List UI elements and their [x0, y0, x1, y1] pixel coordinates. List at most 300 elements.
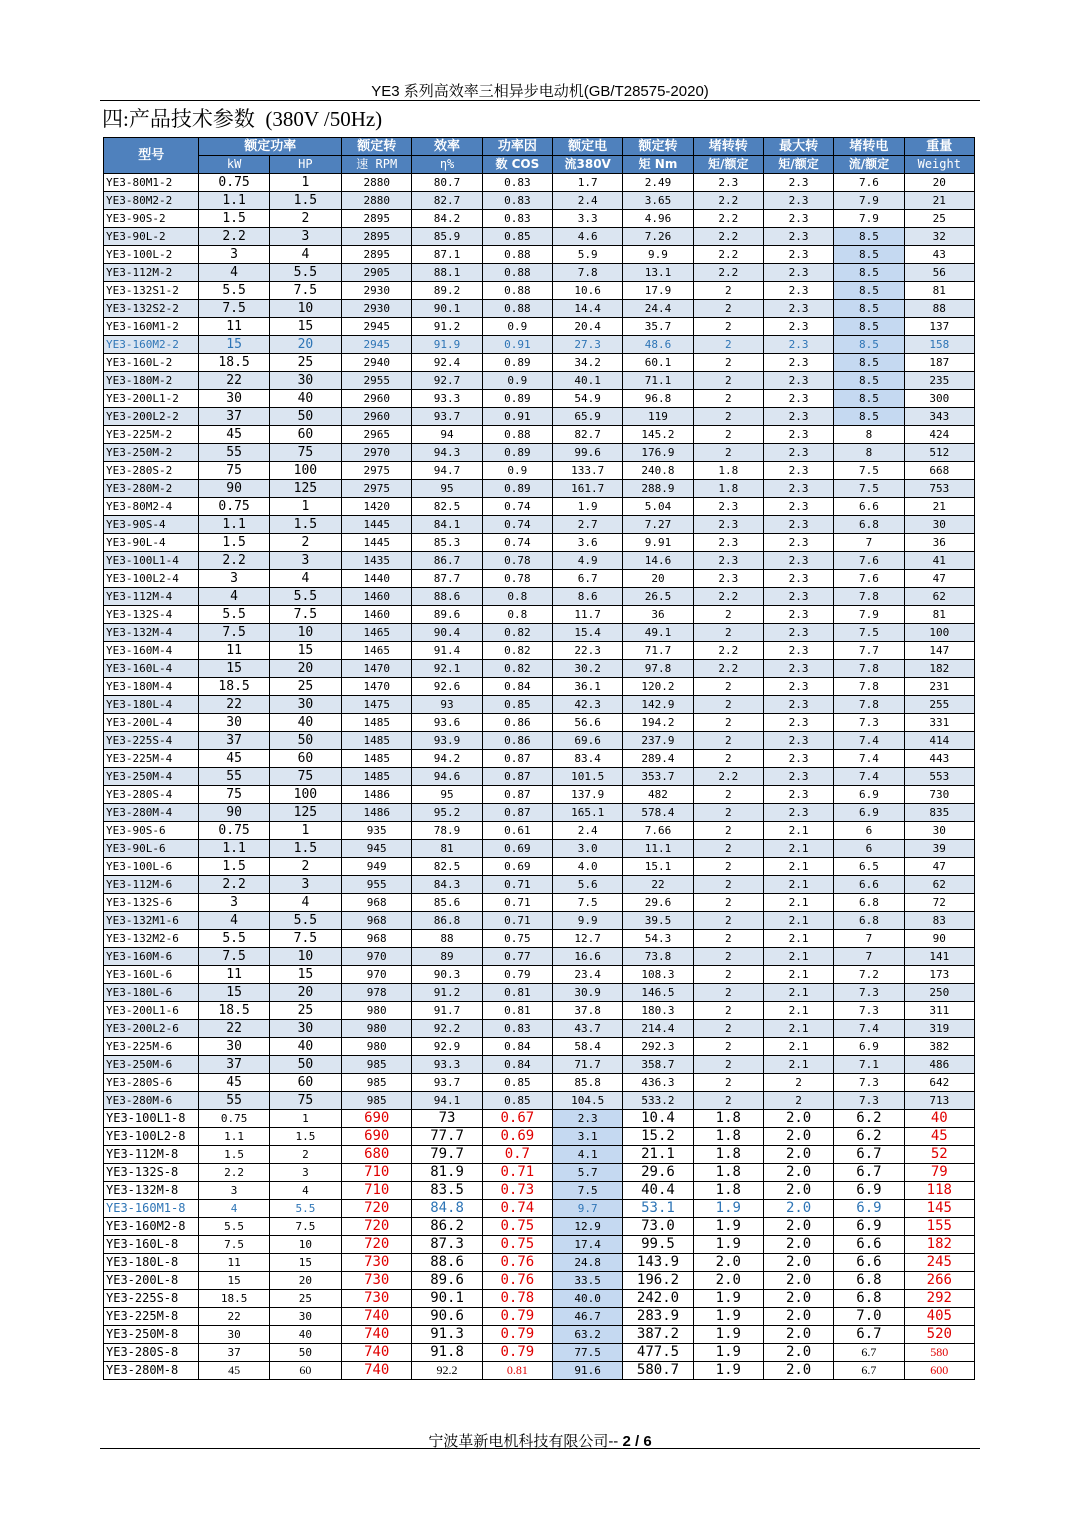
cell-torque: 288.9	[623, 480, 693, 498]
cell-efficiency: 92.4	[412, 354, 482, 372]
cell-efficiency: 91.9	[412, 336, 482, 354]
cell-locked-current: 7.0	[834, 1308, 904, 1326]
cell-locked-torque: 2	[693, 1002, 763, 1020]
cell-weight: 36	[904, 534, 974, 552]
cell-speed: 730	[342, 1290, 412, 1308]
cell-torque: 10.4	[623, 1110, 693, 1128]
cell-efficiency: 92.1	[412, 660, 482, 678]
cell-weight: 88	[904, 300, 974, 318]
cell-power-factor: 0.69	[482, 840, 552, 858]
cell-model: YE3-280M-2	[104, 480, 199, 498]
cell-model: YE3-280M-6	[104, 1092, 199, 1110]
cell-power-factor: 0.87	[482, 768, 552, 786]
cell-current: 17.4	[553, 1236, 623, 1254]
cell-locked-current: 6.6	[834, 1236, 904, 1254]
table-row	[104, 1074, 975, 1092]
cell-weight: 642	[904, 1074, 974, 1092]
cell-max-torque: 2.0	[763, 1200, 833, 1218]
cell-locked-current: 7.9	[834, 192, 904, 210]
table-row	[104, 1344, 975, 1362]
header-locked-torque: 堵转转	[693, 138, 763, 156]
cell-weight: 414	[904, 732, 974, 750]
cell-speed: 1486	[342, 786, 412, 804]
cell-locked-torque: 2	[693, 948, 763, 966]
cell-hp: 50	[269, 732, 341, 750]
cell-current: 27.3	[553, 336, 623, 354]
cell-kw: 7.5	[199, 624, 269, 642]
cell-current: 77.5	[553, 1344, 623, 1362]
cell-hp: 75	[269, 768, 341, 786]
cell-weight: 266	[904, 1272, 974, 1290]
cell-locked-torque: 2	[693, 822, 763, 840]
cell-torque: 477.5	[623, 1344, 693, 1362]
cell-power-factor: 0.88	[482, 246, 552, 264]
cell-current: 46.7	[553, 1308, 623, 1326]
cell-current: 3.3	[553, 210, 623, 228]
cell-speed: 1420	[342, 498, 412, 516]
cell-locked-torque: 1.9	[693, 1326, 763, 1344]
cell-speed: 945	[342, 840, 412, 858]
cell-model: YE3-225S-8	[104, 1290, 199, 1308]
cell-efficiency: 94.3	[412, 444, 482, 462]
cell-max-torque: 2.1	[763, 876, 833, 894]
cell-locked-current: 6.7	[834, 1146, 904, 1164]
cell-locked-torque: 2.2	[693, 588, 763, 606]
cell-speed: 1485	[342, 768, 412, 786]
cell-efficiency: 91.2	[412, 318, 482, 336]
table-row	[104, 1308, 975, 1326]
cell-power-factor: 0.75	[482, 1218, 552, 1236]
cell-torque: 353.7	[623, 768, 693, 786]
cell-speed: 935	[342, 822, 412, 840]
cell-model: YE3-90S-2	[104, 210, 199, 228]
cell-max-torque: 2.3	[763, 426, 833, 444]
cell-model: YE3-200L2-6	[104, 1020, 199, 1038]
cell-power-factor: 0.78	[482, 570, 552, 588]
cell-weight: 83	[904, 912, 974, 930]
cell-kw: 30	[199, 390, 269, 408]
cell-max-torque: 2.1	[763, 930, 833, 948]
cell-weight: 41	[904, 552, 974, 570]
cell-kw: 1.5	[199, 1146, 269, 1164]
cell-weight: 331	[904, 714, 974, 732]
cell-hp: 40	[269, 1326, 341, 1344]
cell-efficiency: 93.6	[412, 714, 482, 732]
cell-max-torque: 2.3	[763, 408, 833, 426]
cell-model: YE3-132M1-6	[104, 912, 199, 930]
header-max-torque: 最大转	[763, 138, 833, 156]
cell-torque: 97.8	[623, 660, 693, 678]
cell-locked-current: 8	[834, 426, 904, 444]
cell-max-torque: 2.0	[763, 1182, 833, 1200]
cell-max-torque: 2.3	[763, 750, 833, 768]
cell-power-factor: 0.84	[482, 1056, 552, 1074]
cell-locked-torque: 2	[693, 750, 763, 768]
cell-hp: 10	[269, 624, 341, 642]
cell-locked-current: 6.9	[834, 1200, 904, 1218]
cell-power-factor: 0.74	[482, 516, 552, 534]
cell-torque: 176.9	[623, 444, 693, 462]
cell-speed: 2895	[342, 246, 412, 264]
cell-locked-current: 7.3	[834, 714, 904, 732]
cell-speed: 1470	[342, 678, 412, 696]
cell-locked-torque: 1.8	[693, 1146, 763, 1164]
cell-torque: 26.5	[623, 588, 693, 606]
cell-efficiency: 90.6	[412, 1308, 482, 1326]
table-row	[104, 660, 975, 678]
cell-model: YE3-90S-6	[104, 822, 199, 840]
cell-hp: 15	[269, 966, 341, 984]
cell-locked-torque: 1.8	[693, 1110, 763, 1128]
cell-torque: 39.5	[623, 912, 693, 930]
cell-efficiency: 93.7	[412, 408, 482, 426]
cell-power-factor: 0.71	[482, 894, 552, 912]
cell-speed: 2905	[342, 264, 412, 282]
cell-speed: 2930	[342, 300, 412, 318]
cell-max-torque: 2.3	[763, 282, 833, 300]
table-row	[104, 1182, 975, 1200]
table-row	[104, 696, 975, 714]
cell-torque: 71.7	[623, 642, 693, 660]
cell-power-factor: 0.83	[482, 1020, 552, 1038]
cell-current: 104.5	[553, 1092, 623, 1110]
cell-weight: 730	[904, 786, 974, 804]
cell-current: 12.7	[553, 930, 623, 948]
cell-model: YE3-225M-6	[104, 1038, 199, 1056]
cell-model: YE3-112M-2	[104, 264, 199, 282]
cell-torque: 358.7	[623, 1056, 693, 1074]
cell-hp: 4	[269, 894, 341, 912]
cell-model: YE3-280S-4	[104, 786, 199, 804]
cell-torque: 240.8	[623, 462, 693, 480]
cell-locked-current: 7.6	[834, 174, 904, 192]
cell-weight: 21	[904, 192, 974, 210]
cell-max-torque: 2.1	[763, 894, 833, 912]
cell-model: YE3-250M-2	[104, 444, 199, 462]
cell-speed: 2940	[342, 354, 412, 372]
cell-locked-current: 8.5	[834, 372, 904, 390]
table-row	[104, 444, 975, 462]
cell-power-factor: 0.83	[482, 210, 552, 228]
cell-locked-current: 7	[834, 534, 904, 552]
cell-torque: 40.4	[623, 1182, 693, 1200]
cell-locked-current: 6.7	[834, 1164, 904, 1182]
table-row	[104, 534, 975, 552]
cell-locked-torque: 2	[693, 696, 763, 714]
cell-model: YE3-225M-8	[104, 1308, 199, 1326]
cell-locked-torque: 2.3	[693, 516, 763, 534]
cell-current: 40.1	[553, 372, 623, 390]
cell-torque: 17.9	[623, 282, 693, 300]
cell-locked-torque: 2	[693, 840, 763, 858]
cell-torque: 24.4	[623, 300, 693, 318]
cell-locked-current: 6.2	[834, 1128, 904, 1146]
cell-locked-current: 6.6	[834, 876, 904, 894]
cell-locked-torque: 2	[693, 624, 763, 642]
cell-hp: 1.5	[269, 840, 341, 858]
cell-model: YE3-112M-4	[104, 588, 199, 606]
cell-current: 4.6	[553, 228, 623, 246]
cell-hp: 20	[269, 660, 341, 678]
table-row	[104, 192, 975, 210]
cell-current: 137.9	[553, 786, 623, 804]
cell-locked-current: 7.4	[834, 750, 904, 768]
cell-hp: 15	[269, 642, 341, 660]
cell-model: YE3-132M2-6	[104, 930, 199, 948]
cell-model: YE3-100L1-4	[104, 552, 199, 570]
cell-kw: 22	[199, 372, 269, 390]
cell-locked-torque: 2	[693, 1074, 763, 1092]
cell-locked-current: 8.5	[834, 336, 904, 354]
footer-company: 宁波革新电机科技有限公司--	[428, 1433, 619, 1450]
cell-max-torque: 2.3	[763, 390, 833, 408]
cell-model: YE3-132S-6	[104, 894, 199, 912]
cell-hp: 60	[269, 426, 341, 444]
cell-weight: 47	[904, 570, 974, 588]
cell-power-factor: 0.74	[482, 534, 552, 552]
table-row	[104, 318, 975, 336]
cell-torque: 108.3	[623, 966, 693, 984]
cell-power-factor: 0.83	[482, 192, 552, 210]
cell-current: 2.4	[553, 822, 623, 840]
header-locked-torque-unit: 矩/额定	[693, 156, 763, 174]
cell-current: 54.9	[553, 390, 623, 408]
cell-current: 2.7	[553, 516, 623, 534]
cell-max-torque: 2.3	[763, 606, 833, 624]
cell-hp: 15	[269, 318, 341, 336]
cell-locked-current: 7.9	[834, 606, 904, 624]
cell-power-factor: 0.89	[482, 354, 552, 372]
table-row	[104, 1002, 975, 1020]
cell-speed: 2960	[342, 408, 412, 426]
cell-power-factor: 0.79	[482, 966, 552, 984]
cell-current: 12.9	[553, 1218, 623, 1236]
table-row	[104, 462, 975, 480]
cell-speed: 985	[342, 1074, 412, 1092]
cell-kw: 22	[199, 1308, 269, 1326]
cell-locked-torque: 2	[693, 714, 763, 732]
cell-efficiency: 95.2	[412, 804, 482, 822]
cell-weight: 580	[904, 1344, 974, 1362]
cell-max-torque: 2.3	[763, 624, 833, 642]
table-row	[104, 1056, 975, 1074]
cell-hp: 7.5	[269, 606, 341, 624]
cell-locked-torque: 2.3	[693, 534, 763, 552]
cell-torque: 242.0	[623, 1290, 693, 1308]
cell-speed: 1460	[342, 606, 412, 624]
header-speed-unit: 速 RPM	[342, 156, 412, 174]
header-power-factor: 功率因	[482, 138, 552, 156]
header-weight: 重量	[904, 138, 974, 156]
cell-speed: 2895	[342, 210, 412, 228]
cell-torque: 54.3	[623, 930, 693, 948]
cell-max-torque: 2.1	[763, 822, 833, 840]
cell-current: 58.4	[553, 1038, 623, 1056]
cell-torque: 387.2	[623, 1326, 693, 1344]
cell-locked-torque: 2	[693, 732, 763, 750]
cell-max-torque: 2.0	[763, 1326, 833, 1344]
cell-max-torque: 2.3	[763, 570, 833, 588]
cell-locked-current: 6.8	[834, 516, 904, 534]
cell-power-factor: 0.71	[482, 876, 552, 894]
cell-speed: 2960	[342, 390, 412, 408]
cell-max-torque: 2.0	[763, 1164, 833, 1182]
cell-power-factor: 0.82	[482, 660, 552, 678]
cell-speed: 970	[342, 948, 412, 966]
cell-kw: 1.5	[199, 210, 269, 228]
cell-efficiency: 86.7	[412, 552, 482, 570]
cell-torque: 7.27	[623, 516, 693, 534]
cell-locked-current: 6.2	[834, 1110, 904, 1128]
cell-efficiency: 82.5	[412, 498, 482, 516]
cell-torque: 533.2	[623, 1092, 693, 1110]
cell-current: 7.5	[553, 894, 623, 912]
cell-kw: 30	[199, 1038, 269, 1056]
cell-torque: 5.04	[623, 498, 693, 516]
cell-power-factor: 0.87	[482, 786, 552, 804]
cell-current: 5.9	[553, 246, 623, 264]
table-row	[104, 282, 975, 300]
cell-efficiency: 89.6	[412, 1272, 482, 1290]
cell-kw: 5.5	[199, 930, 269, 948]
cell-current: 4.1	[553, 1146, 623, 1164]
cell-model: YE3-160M-4	[104, 642, 199, 660]
cell-current: 2.3	[553, 1110, 623, 1128]
cell-current: 9.7	[553, 1200, 623, 1218]
cell-max-torque: 2.0	[763, 1290, 833, 1308]
cell-weight: 443	[904, 750, 974, 768]
cell-model: YE3-132S-4	[104, 606, 199, 624]
cell-efficiency: 81	[412, 840, 482, 858]
cell-hp: 40	[269, 1038, 341, 1056]
cell-kw: 18.5	[199, 678, 269, 696]
cell-power-factor: 0.86	[482, 714, 552, 732]
table-row	[104, 624, 975, 642]
cell-max-torque: 2.1	[763, 1056, 833, 1074]
cell-current: 33.5	[553, 1272, 623, 1290]
table-row	[104, 678, 975, 696]
cell-speed: 2955	[342, 372, 412, 390]
cell-torque: 4.96	[623, 210, 693, 228]
cell-kw: 45	[199, 750, 269, 768]
cell-hp: 5.5	[269, 588, 341, 606]
cell-speed: 970	[342, 966, 412, 984]
header-weight-unit: Weight	[904, 156, 974, 174]
cell-kw: 15	[199, 660, 269, 678]
cell-max-torque: 2.1	[763, 858, 833, 876]
cell-current: 91.6	[553, 1362, 623, 1380]
table-row	[104, 552, 975, 570]
cell-current: 11.7	[553, 606, 623, 624]
cell-model: YE3-180M-4	[104, 678, 199, 696]
cell-locked-current: 7.3	[834, 1074, 904, 1092]
cell-efficiency: 87.1	[412, 246, 482, 264]
cell-efficiency: 94.2	[412, 750, 482, 768]
cell-model: YE3-112M-6	[104, 876, 199, 894]
cell-weight: 62	[904, 876, 974, 894]
cell-torque: 49.1	[623, 624, 693, 642]
cell-kw: 1.1	[199, 1128, 269, 1146]
cell-max-torque: 2.1	[763, 840, 833, 858]
cell-weight: 231	[904, 678, 974, 696]
cell-speed: 740	[342, 1308, 412, 1326]
cell-weight: 56	[904, 264, 974, 282]
cell-power-factor: 0.88	[482, 282, 552, 300]
cell-speed: 1485	[342, 714, 412, 732]
cell-power-factor: 0.82	[482, 624, 552, 642]
cell-current: 37.8	[553, 1002, 623, 1020]
cell-power-factor: 0.71	[482, 912, 552, 930]
cell-model: YE3-90L-6	[104, 840, 199, 858]
cell-locked-current: 7.2	[834, 966, 904, 984]
cell-locked-current: 7.1	[834, 1056, 904, 1074]
header-locked-current: 堵转电	[834, 138, 904, 156]
cell-locked-torque: 2.2	[693, 210, 763, 228]
cell-torque: 20	[623, 570, 693, 588]
cell-kw: 11	[199, 318, 269, 336]
cell-efficiency: 92.2	[412, 1020, 482, 1038]
cell-model: YE3-160L-6	[104, 966, 199, 984]
cell-model: YE3-225S-4	[104, 732, 199, 750]
cell-power-factor: 0.67	[482, 1110, 552, 1128]
cell-max-torque: 2.1	[763, 1020, 833, 1038]
cell-locked-torque: 2	[693, 300, 763, 318]
table-row	[104, 840, 975, 858]
cell-weight: 32	[904, 228, 974, 246]
cell-model: YE3-100L-6	[104, 858, 199, 876]
cell-locked-current: 7.9	[834, 210, 904, 228]
cell-weight: 553	[904, 768, 974, 786]
cell-speed: 2975	[342, 480, 412, 498]
cell-weight: 47	[904, 858, 974, 876]
table-row	[104, 1128, 975, 1146]
cell-efficiency: 85.3	[412, 534, 482, 552]
cell-power-factor: 0.89	[482, 390, 552, 408]
cell-kw: 75	[199, 462, 269, 480]
table-row	[104, 498, 975, 516]
cell-locked-current: 7.4	[834, 732, 904, 750]
cell-kw: 45	[199, 1074, 269, 1092]
cell-power-factor: 0.73	[482, 1182, 552, 1200]
cell-model: YE3-280S-6	[104, 1074, 199, 1092]
cell-model: YE3-160L-4	[104, 660, 199, 678]
cell-power-factor: 0.81	[482, 1362, 552, 1380]
cell-kw: 18.5	[199, 1290, 269, 1308]
cell-locked-torque: 2	[693, 444, 763, 462]
cell-hp: 20	[269, 336, 341, 354]
cell-locked-torque: 2.2	[693, 192, 763, 210]
cell-kw: 15	[199, 1272, 269, 1290]
cell-speed: 680	[342, 1146, 412, 1164]
table-row	[104, 372, 975, 390]
cell-current: 14.4	[553, 300, 623, 318]
cell-max-torque: 2.3	[763, 534, 833, 552]
cell-torque: 292.3	[623, 1038, 693, 1056]
cell-kw: 3	[199, 894, 269, 912]
cell-model: YE3-180L-6	[104, 984, 199, 1002]
cell-efficiency: 90.4	[412, 624, 482, 642]
cell-current: 65.9	[553, 408, 623, 426]
table-row	[104, 948, 975, 966]
cell-speed: 2880	[342, 192, 412, 210]
cell-power-factor: 0.87	[482, 750, 552, 768]
cell-kw: 2.2	[199, 552, 269, 570]
cell-efficiency: 88.1	[412, 264, 482, 282]
cell-model: YE3-132M-4	[104, 624, 199, 642]
table-row	[104, 1362, 975, 1380]
cell-max-torque: 2	[763, 1092, 833, 1110]
cell-current: 23.4	[553, 966, 623, 984]
